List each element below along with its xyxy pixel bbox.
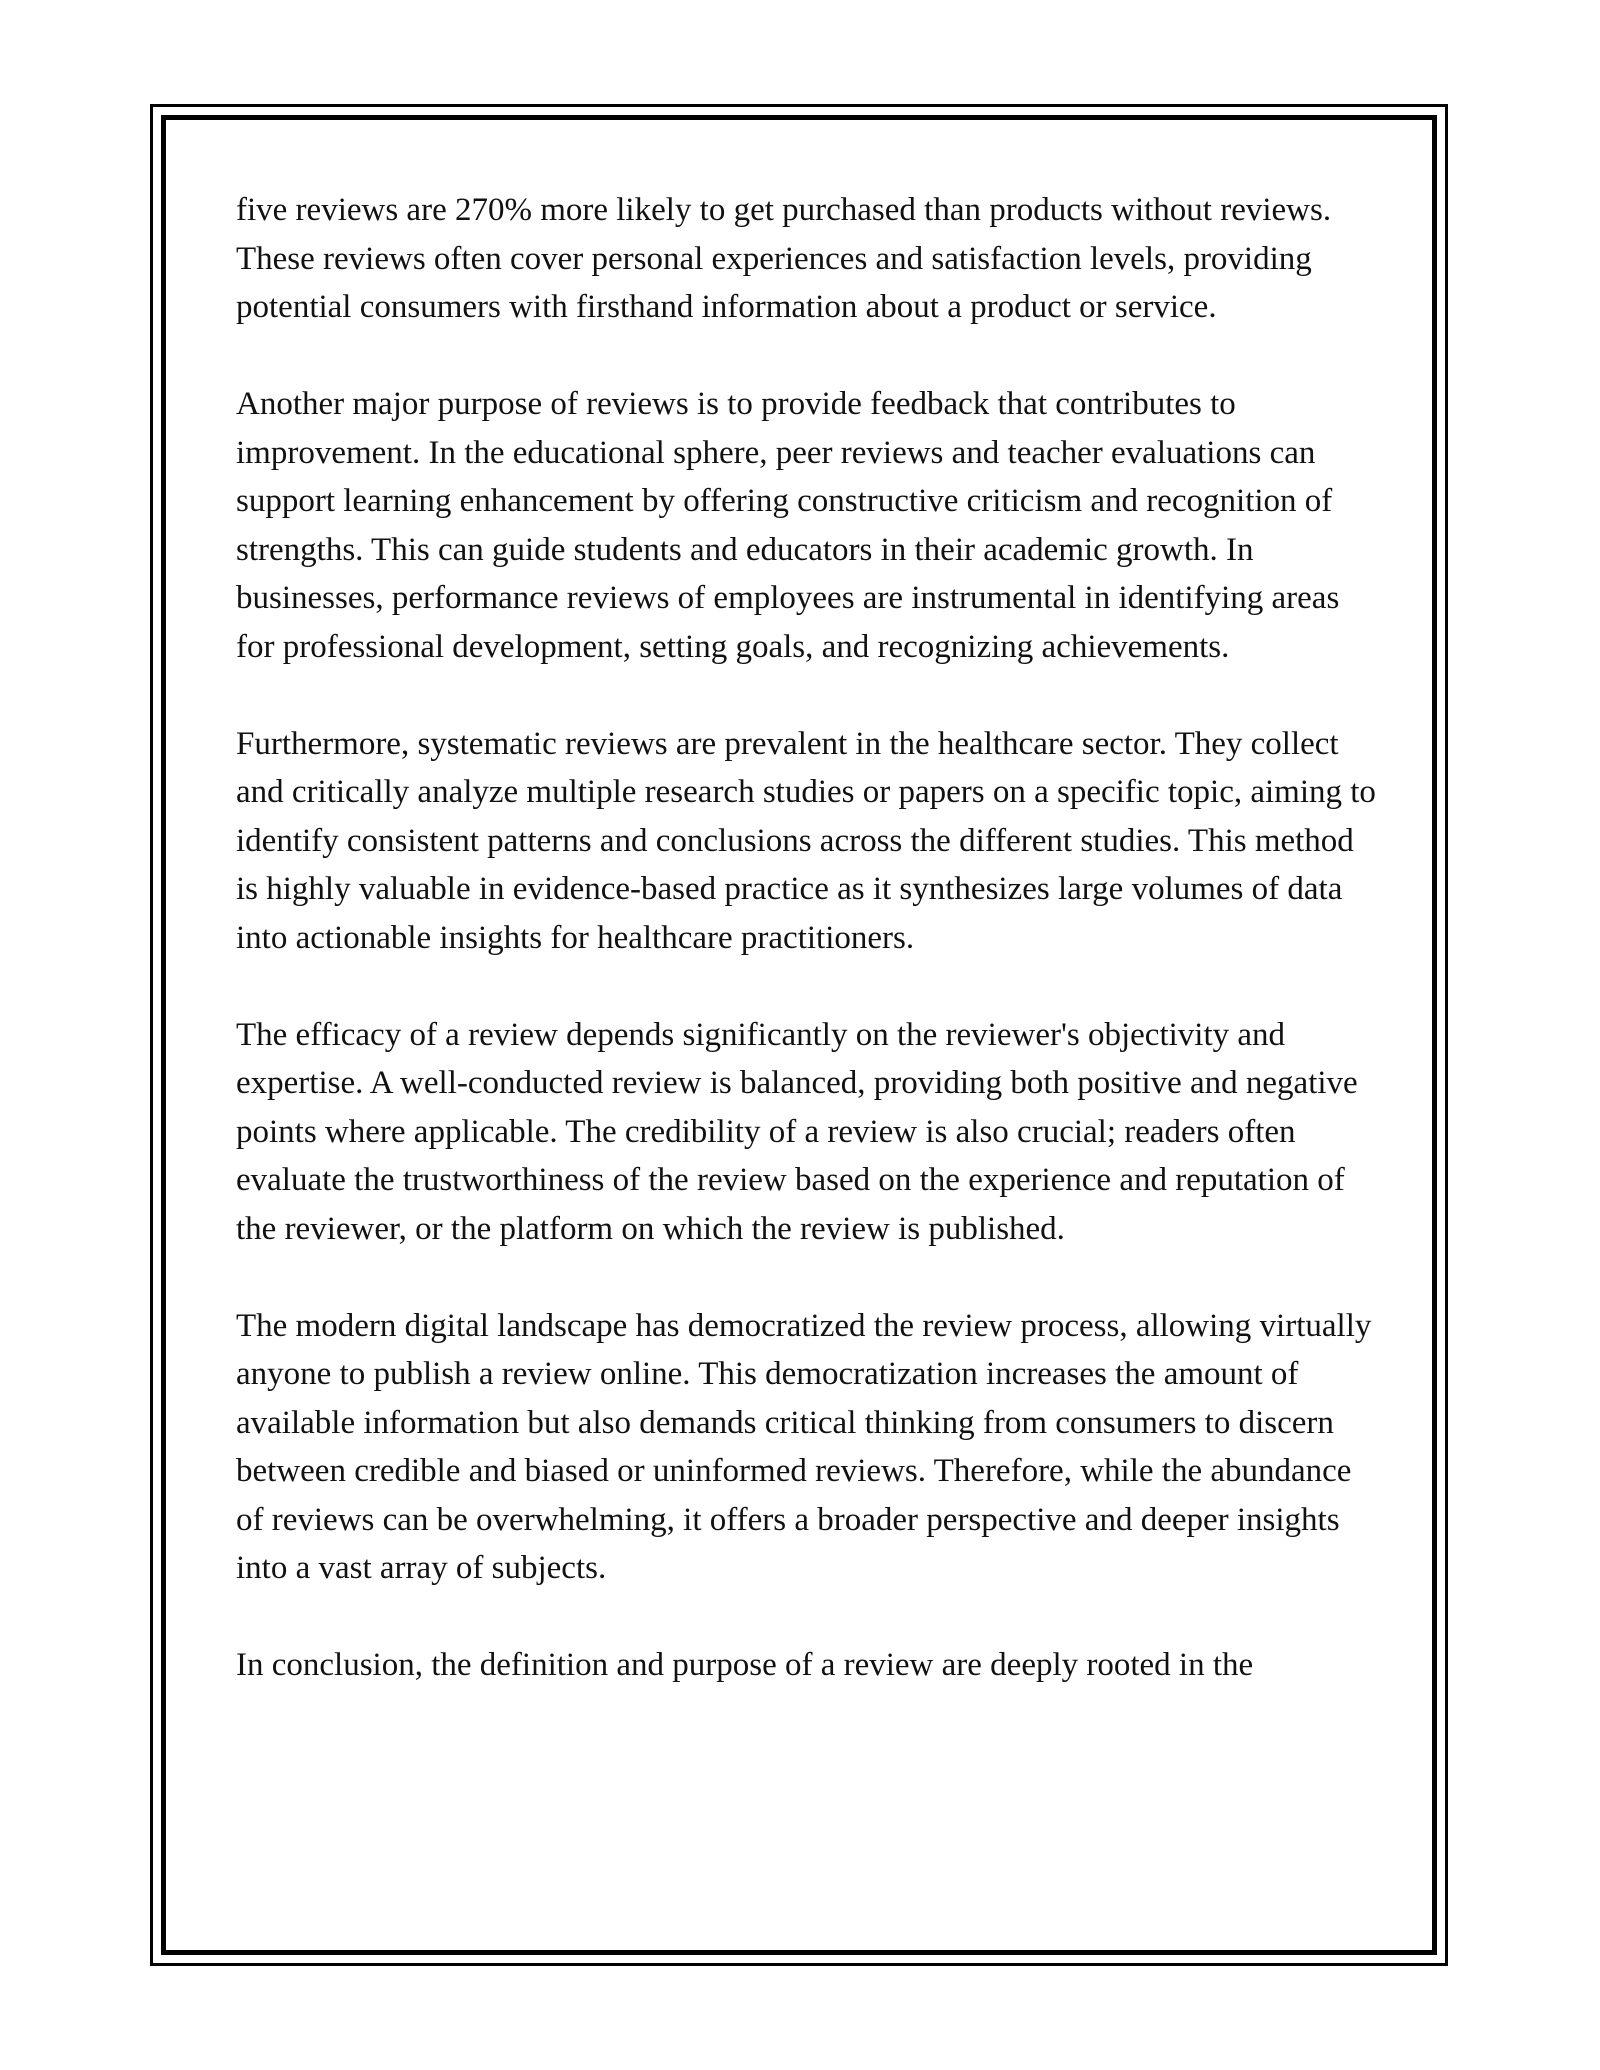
paragraph: Furthermore, systematic reviews are prevalent in the healthcare sector. They collect and critically analyze multiple research studies or papers on a specific topic, aiming to identify consistent patterns and conclusions across the different studies. This method is highly valuable in evidence-based practice as it synthesizes large volumes of data into actionable insights for healthcare practitioners. [236, 725, 1376, 956]
paragraph: The efficacy of a review depends significantly on the reviewer's objectivity and expertise. A well-conducted review is balanced, providing both positive and negative points where applicable. The credibility of a review is also crucial; readers often evaluate the trustworthiness of the review based on the experience and reputation of the reviewer, or the platform on which the review is published. [236, 1016, 1358, 1247]
paragraph: five reviews are 270% more likely to get purchased than products without reviews. These reviews often cover personal experiences and satisfaction levels, providing potential consumers with firsthand information about a product or service. [236, 192, 1332, 325]
paragraph: Another major purpose of reviews is to provide feedback that contributes to improvement. In the educational sphere, peer reviews and teacher evaluations can support learning enhancement by offering constructive criticism and recognition of strengths. This can guide students and educators in their academic growth. In businesses, performance reviews of employees are instrumental in identifying areas for professional development, setting goals, and recognizing achievements. [236, 386, 1340, 665]
document-body [236, 186, 1376, 1738]
paragraph: The modern digital landscape has democratized the review process, allowing virtually anyone to publish a review online. This democratization increases the amount of available information but also demands critical thinking from consumers to discern between credible and biased or uninformed reviews. Therefore, while the abundance of reviews can be overwhelming, it offers a broader perspective and deeper insights into a vast array of subjects. [236, 1307, 1372, 1586]
paragraph: In conclusion, the definition and purpose of a review are deeply rooted in the [236, 1647, 1254, 1683]
